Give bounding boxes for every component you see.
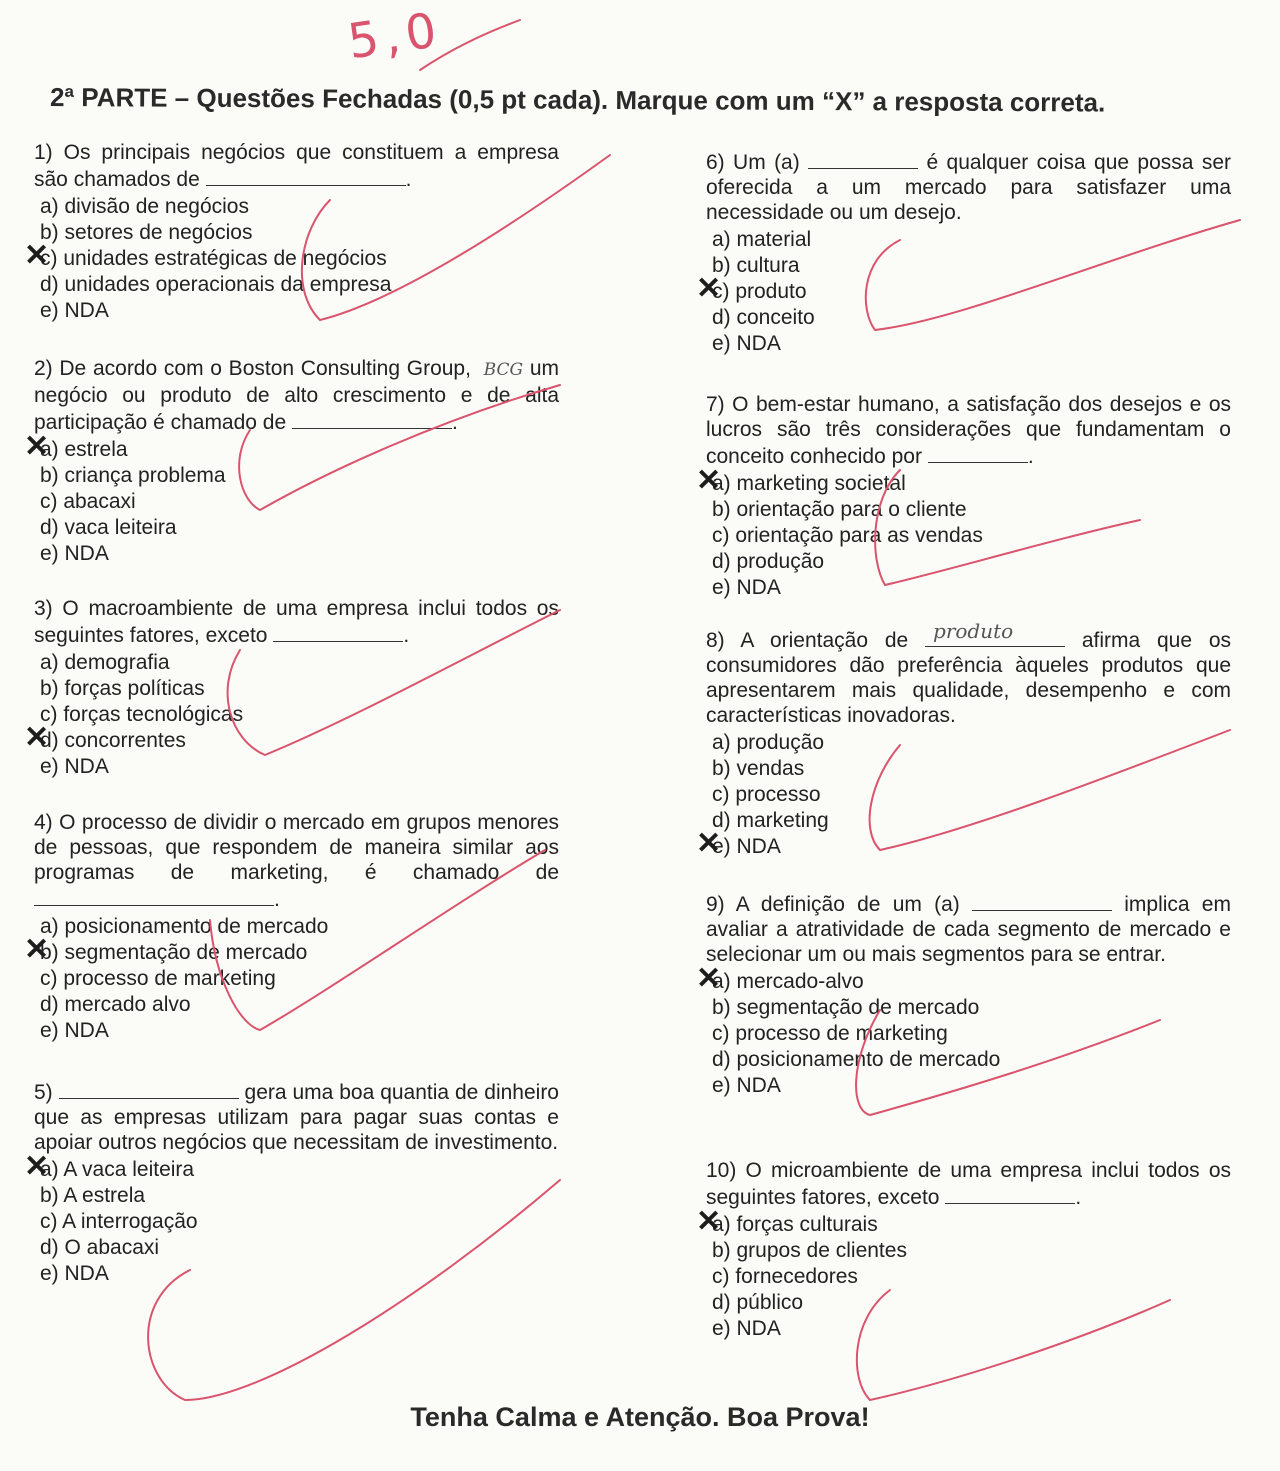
answer-blank[interactable] bbox=[925, 619, 1065, 647]
answer-blank[interactable] bbox=[59, 1078, 239, 1099]
question-stem bbox=[706, 890, 1231, 967]
option-e-marked[interactable]: ✕ e) NDA bbox=[706, 834, 1231, 860]
option-b[interactable]: b) orientação para o cliente bbox=[712, 498, 967, 521]
option-d[interactable]: d) posicionamento de mercado bbox=[712, 1048, 1001, 1071]
question-stem bbox=[34, 1078, 559, 1155]
answer-blank[interactable] bbox=[972, 890, 1112, 911]
option-c[interactable]: c) processo de marketing bbox=[712, 1022, 948, 1045]
stem-text: 7) O bem-estar humano, a satisfação dos desejos e os lucros são três considerações que fundamentam o conceito conhecido por bbox=[706, 393, 1231, 468]
options-list bbox=[706, 969, 1231, 1099]
option-e[interactable]: e) NDA bbox=[40, 755, 109, 778]
option-c[interactable]: c) abacaxi bbox=[40, 490, 136, 513]
option-a-marked[interactable]: ✕ a) marketing societal bbox=[706, 471, 1231, 497]
stem-text-end: . bbox=[1027, 445, 1034, 468]
stem-text-end: . bbox=[274, 888, 280, 911]
option-c-marked[interactable]: ✕ c) produto bbox=[706, 279, 1231, 305]
stem-text: 3) O macroambiente de uma empresa inclui todos os seguintes fatores, exceto bbox=[34, 597, 559, 647]
stem-text-cont: gera uma boa quantia de dinheiro que as empresas utilizam para pagar suas contas e apoiar outros negócios que necessitam de investimento. bbox=[34, 1081, 559, 1154]
option-e[interactable]: e) NDA bbox=[40, 299, 109, 322]
option-b[interactable]: b) cultura bbox=[712, 254, 800, 277]
options-list bbox=[706, 227, 1231, 357]
stem-text-end: . bbox=[1075, 1186, 1082, 1209]
option-e[interactable]: e) NDA bbox=[712, 1317, 781, 1340]
option-e[interactable]: e) NDA bbox=[712, 576, 781, 599]
option-c[interactable]: c) orientação para as vendas bbox=[712, 524, 983, 547]
option-b-marked[interactable]: ✕ b) segmentação de mercado bbox=[34, 940, 559, 966]
options-list bbox=[706, 471, 1231, 601]
option-d-marked[interactable]: ✕ d) concorrentes bbox=[34, 728, 559, 754]
stem-text: 4) O processo de dividir o mercado em grupos menores de pessoas, que respondem de maneira similar aos programas de marketing, é chamado de bbox=[34, 811, 559, 884]
option-d[interactable]: d) vaca leiteira bbox=[40, 516, 177, 539]
option-b[interactable]: b) vendas bbox=[712, 757, 805, 780]
options-list bbox=[34, 914, 559, 1044]
option-b[interactable]: b) setores de negócios bbox=[40, 221, 253, 244]
option-a-marked[interactable]: ✕ a) A vaca leiteira bbox=[34, 1157, 559, 1183]
option-d[interactable]: d) conceito bbox=[712, 306, 815, 329]
option-d[interactable]: d) público bbox=[712, 1291, 804, 1314]
option-a[interactable]: a) posicionamento de mercado bbox=[40, 915, 329, 938]
stem-text-cont: um negócio ou produto de alto crescimento e de alta participação é chamado de bbox=[34, 357, 559, 434]
footer-message: Tenha Calma e Atenção. Boa Prova! bbox=[410, 1402, 870, 1432]
option-e[interactable]: e) NDA bbox=[712, 332, 781, 355]
options-list bbox=[34, 437, 559, 567]
answer-blank[interactable] bbox=[808, 148, 918, 169]
answer-blank[interactable] bbox=[273, 621, 403, 642]
stem-text: 1) Os principais negócios que constituem a empresa são chamados de bbox=[34, 141, 559, 191]
stem-text: 6) Um (a) bbox=[706, 151, 800, 174]
option-b[interactable]: b) forças políticas bbox=[40, 677, 205, 700]
option-d[interactable]: d) unidades operacionais da empresa bbox=[40, 273, 392, 296]
option-e[interactable]: e) NDA bbox=[40, 1262, 109, 1285]
stem-text-end: . bbox=[452, 411, 458, 434]
option-a[interactable]: a) divisão de negócios bbox=[40, 195, 249, 218]
option-a[interactable]: a) demografia bbox=[40, 651, 170, 674]
stem-text-end: . bbox=[405, 168, 412, 191]
question-stem bbox=[706, 1158, 1231, 1210]
option-a[interactable]: a) produção bbox=[712, 731, 825, 754]
option-c-marked[interactable]: ✕ c) unidades estratégicas de negócios bbox=[34, 246, 559, 272]
question-stem bbox=[34, 810, 559, 912]
question-stem bbox=[34, 596, 559, 648]
page-title: 2ª PARTE – Questões Fechadas (0,5 pt cada). Marque com um “X” a resposta correta. bbox=[49, 82, 1106, 118]
option-a[interactable]: a) material bbox=[712, 228, 812, 251]
question-1 bbox=[34, 140, 559, 324]
option-d[interactable]: d) O abacaxi bbox=[40, 1236, 160, 1259]
handwritten-note: BCG bbox=[483, 360, 524, 380]
stem-text-cont: afirma que os consumidores dão preferência àqueles produtos que apresentarem mais qualidade, desempenho e com características inovadoras. bbox=[706, 629, 1231, 727]
stem-text: 9) A definição de um (a) bbox=[706, 893, 960, 916]
option-a-marked[interactable]: ✕ a) forças culturais bbox=[706, 1212, 1231, 1238]
answer-blank[interactable] bbox=[34, 885, 274, 906]
options-list bbox=[706, 730, 1231, 860]
option-e[interactable]: e) NDA bbox=[712, 1074, 781, 1097]
options-list bbox=[34, 650, 559, 780]
option-c[interactable]: c) processo de marketing bbox=[40, 967, 276, 990]
question-10 bbox=[706, 1158, 1231, 1342]
option-c[interactable]: c) forças tecnológicas bbox=[40, 703, 244, 726]
stem-text-cont: implica em avaliar a atratividade de cada segmento de mercado e selecionar um ou mais segmentos para se entrar. bbox=[706, 893, 1231, 966]
question-3 bbox=[34, 596, 559, 780]
answer-blank[interactable] bbox=[928, 442, 1028, 463]
option-d[interactable]: d) marketing bbox=[712, 809, 829, 832]
question-8 bbox=[706, 619, 1231, 860]
options-list bbox=[706, 1212, 1231, 1342]
option-c[interactable]: c) A interrogação bbox=[40, 1210, 198, 1233]
option-e[interactable]: e) NDA bbox=[40, 1019, 109, 1042]
option-c[interactable]: c) fornecedores bbox=[712, 1265, 858, 1288]
answer-blank[interactable] bbox=[292, 408, 452, 429]
question-5 bbox=[34, 1078, 559, 1287]
option-d[interactable]: d) produção bbox=[712, 550, 825, 573]
question-2 bbox=[34, 356, 559, 567]
stem-text: 8) A orientação de bbox=[706, 629, 909, 652]
option-a-marked[interactable]: ✕ a) estrela bbox=[34, 437, 559, 463]
question-6 bbox=[706, 148, 1231, 357]
handwritten-answer: produto bbox=[933, 619, 1014, 643]
option-a-marked[interactable]: ✕ a) mercado-alvo bbox=[706, 969, 1231, 995]
stem-text: 10) O microambiente de uma empresa inclui todos os seguintes fatores, exceto bbox=[706, 1159, 1231, 1209]
grade-mark: 5,0 bbox=[344, 1, 446, 71]
question-4 bbox=[34, 810, 559, 1044]
option-b[interactable]: b) criança problema bbox=[40, 464, 226, 487]
question-7 bbox=[706, 392, 1231, 601]
option-c[interactable]: c) processo bbox=[712, 783, 821, 806]
option-b[interactable]: b) grupos de clientes bbox=[712, 1239, 907, 1262]
option-b[interactable]: b) segmentação de mercado bbox=[712, 996, 980, 1019]
options-list bbox=[34, 1157, 559, 1287]
stem-text-end: . bbox=[403, 624, 410, 647]
stem-text: 2) De acordo com o Boston Consulting Group, bbox=[34, 357, 471, 380]
question-stem bbox=[706, 148, 1231, 225]
option-d[interactable]: d) mercado alvo bbox=[40, 993, 191, 1016]
options-list bbox=[34, 194, 559, 324]
question-stem bbox=[34, 356, 559, 435]
stem-text: 5) bbox=[34, 1081, 53, 1104]
question-stem bbox=[34, 140, 559, 192]
answer-blank[interactable] bbox=[206, 165, 406, 186]
stem-text-cont: é qualquer coisa que possa ser oferecida a um mercado para satisfazer uma necessidade ou um desejo. bbox=[706, 151, 1231, 224]
answer-blank[interactable] bbox=[945, 1183, 1075, 1204]
question-9 bbox=[706, 890, 1231, 1099]
option-b[interactable]: b) A estrela bbox=[40, 1184, 146, 1207]
option-e[interactable]: e) NDA bbox=[40, 542, 109, 565]
question-stem bbox=[706, 619, 1231, 728]
question-stem bbox=[706, 392, 1231, 469]
